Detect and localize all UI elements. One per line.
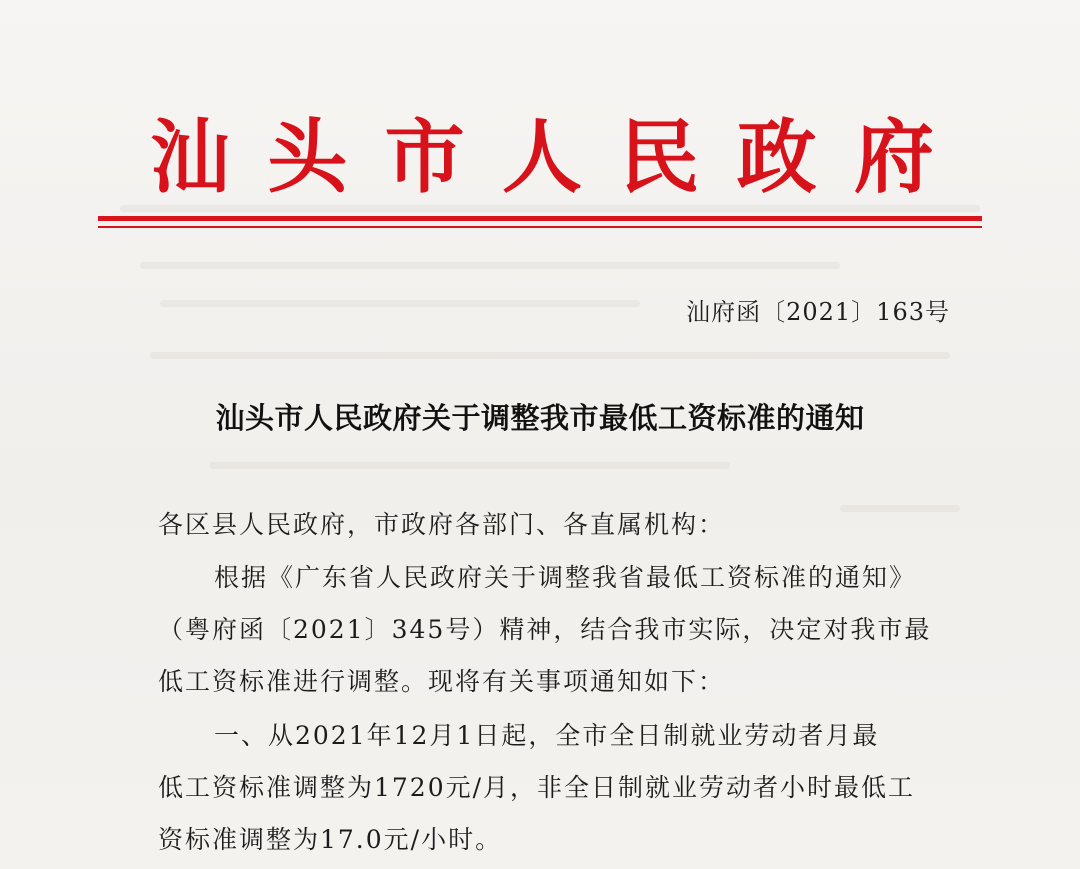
body-line: 根据《广东省人民政府关于调整我省最低工资标准的通知》 [214,563,917,592]
header-char: 府 [853,110,934,204]
document-number: 汕府函〔2021〕163号 [686,298,950,326]
bleed-through [160,300,640,307]
bleed-through [140,262,840,269]
bleed-through [120,205,980,212]
header-divider-thick [98,216,982,221]
body-line: 一、从2021年12月1日起，全市全日制就业劳动者月最 [214,721,880,750]
salutation: 各区县人民政府，市政府各部门、各直属机构： [158,510,726,539]
header-char: 汕 [150,110,230,204]
issuing-authority-header [98,112,982,202]
header-divider-thin [98,226,982,228]
body-line: （粤府函〔2021〕345号）精神，结合我市实际，决定对我市最 [158,615,932,644]
body-line: 资标准调整为17.0元/小时。 [158,825,503,854]
header-char: 民 [619,110,700,204]
body-line: 低工资标准进行调整。现将有关事项通知如下： [158,667,726,696]
bleed-through [150,352,950,359]
header-char: 市 [384,110,465,204]
body-line: 低工资标准调整为1720元/月，非全日制就业劳动者小时最低工 [158,773,916,802]
document-title: 汕头市人民政府关于调整我市最低工资标准的通知 [215,401,865,435]
bleed-through [210,462,730,469]
header-char: 政 [736,110,817,204]
header-char: 人 [501,110,582,204]
header-char: 头 [267,110,348,204]
